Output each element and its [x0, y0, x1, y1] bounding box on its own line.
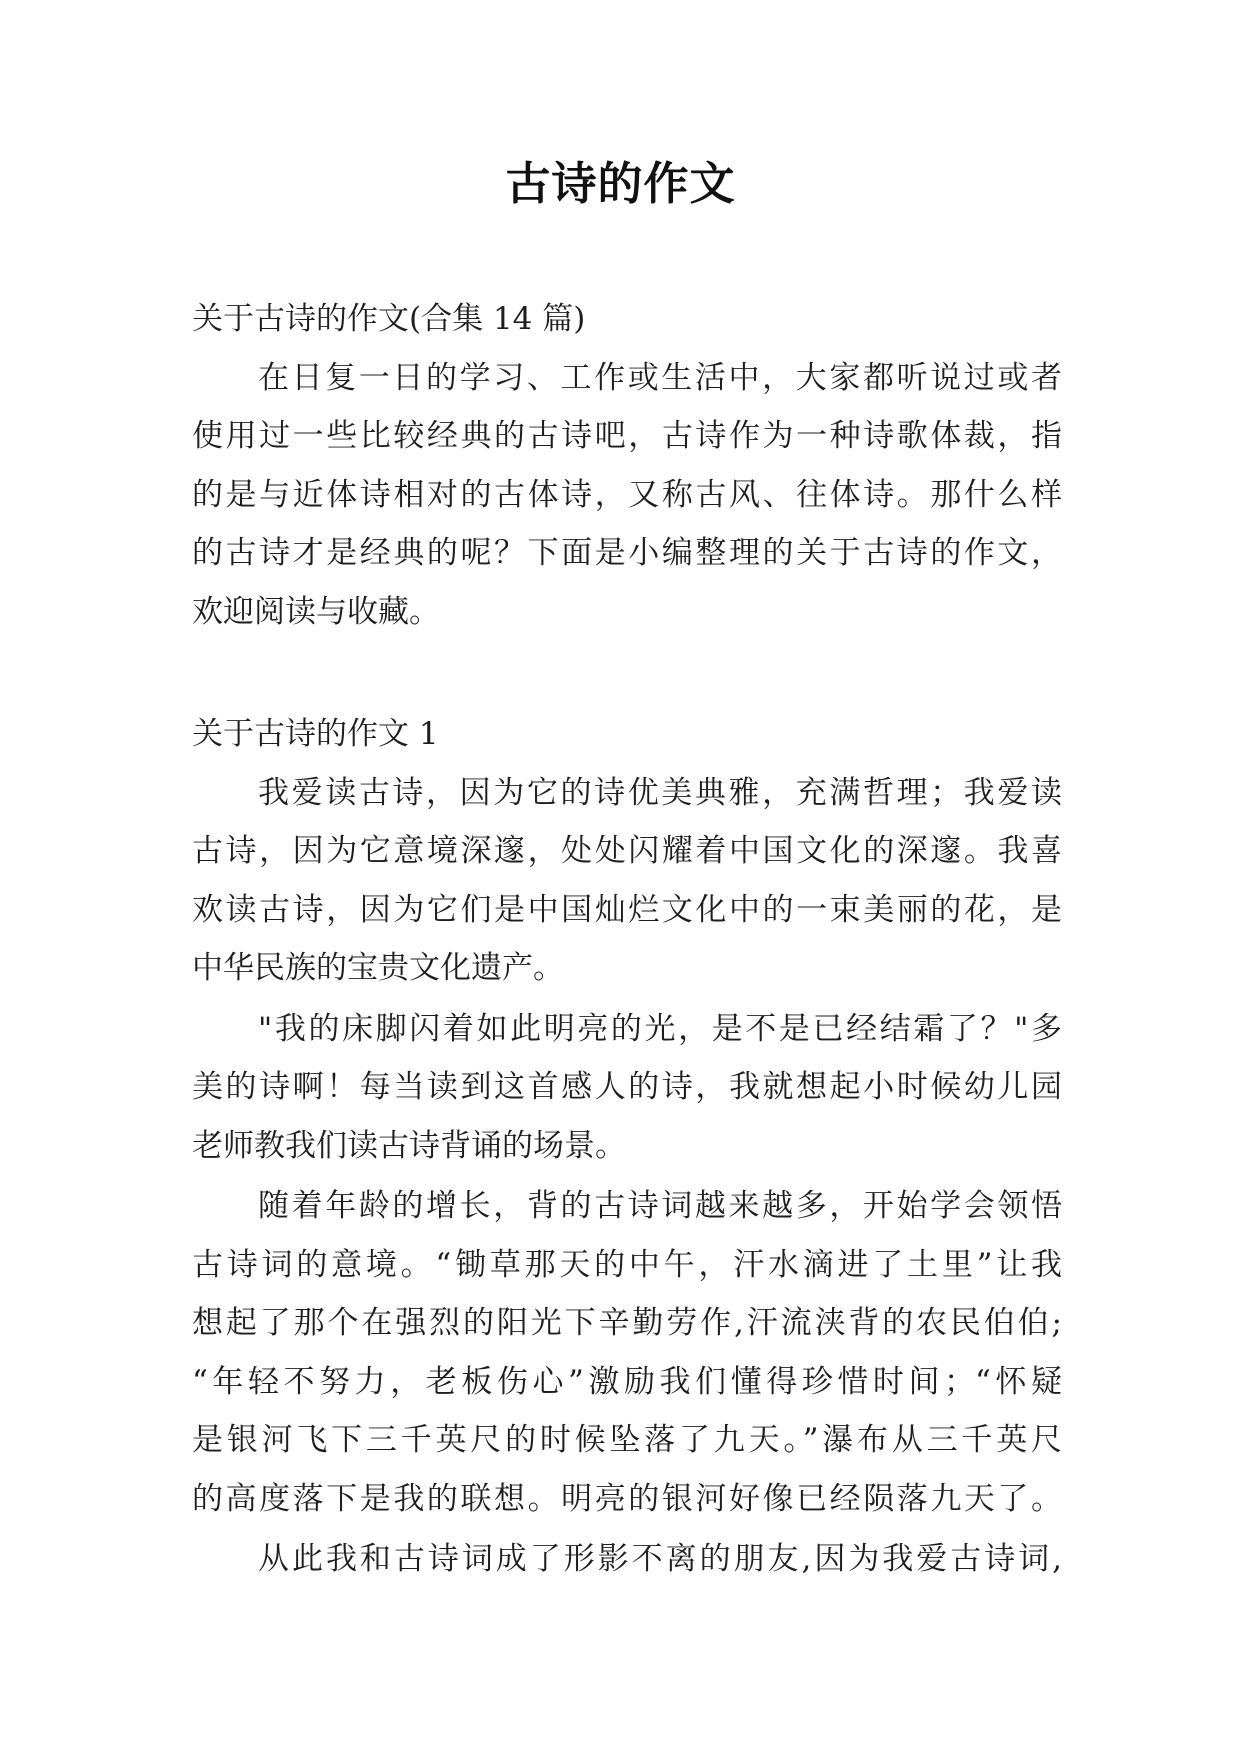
body-paragraph	[192, 764, 1062, 998]
intro-paragraph	[192, 349, 1062, 642]
section-heading: 关于古诗的作文 1	[192, 716, 439, 752]
text-line: 中华民族的宝贵文化遗产。	[192, 950, 564, 986]
spacer	[192, 643, 1062, 705]
text-line: 我爱读古诗，因为它的诗优美典雅，充满哲理；我爱读	[258, 774, 1062, 811]
body-paragraph	[192, 1530, 1062, 1589]
text-line: 的高度落下是我的联想。明亮的银河好像已经陨落九天了。	[192, 1480, 1062, 1517]
text-line: 老师教我们读古诗背诵的场景。	[192, 1127, 626, 1164]
text-line: 的古诗才是经典的呢？下面是小编整理的关于古诗的作文，	[192, 535, 1062, 571]
body-paragraph	[192, 1000, 1062, 1176]
text-line: "我的床脚闪着如此明亮的光，是不是已经结霜了？"多	[258, 1010, 1062, 1047]
text-line: 欢迎阅读与收藏。	[192, 593, 440, 630]
text-line: “年轻不努力，老板伤心”激励我们懂得珍惜时间；“怀疑	[192, 1363, 1062, 1400]
body-paragraph	[192, 1177, 1062, 1528]
text-line: 从此我和古诗词成了形影不离的朋友,因为我爱古诗词,	[258, 1541, 1062, 1577]
text-line: 美的诗啊！每当读到这首感人的诗，我就想起小时候幼儿园	[192, 1069, 1062, 1105]
text-line: 古诗词的意境。“锄草那天的中午，汗水滴进了土里”让我	[192, 1246, 1062, 1283]
text-line: 在日复一日的学习、工作或生活中，大家都听说过或者	[258, 359, 1062, 396]
document-title: 古诗的作文	[505, 157, 736, 210]
document-body	[192, 290, 1062, 1591]
text-line: 是银河飞下三千英尺的时候坠落了九天。”瀑布从三千英尺	[192, 1422, 1062, 1458]
text-line: 古诗，因为它意境深邃，处处闪耀着中国文化的深邃。我喜	[192, 833, 1062, 869]
text-line: 使用过一些比较经典的古诗吧，古诗作为一种诗歌体裁，指	[192, 418, 1062, 454]
text-line: 想起了那个在强烈的阳光下辛勤劳作,汗流浃背的农民伯伯;	[192, 1305, 1062, 1341]
text-line: 随着年龄的增长，背的古诗词越来越多，开始学会领悟	[258, 1188, 1062, 1224]
collection-subtitle: 关于古诗的作文(合集 14 篇)	[192, 301, 586, 337]
text-line: 的是与近体诗相对的古体诗，又称古风、往体诗。那什么样	[192, 476, 1062, 513]
text-line: 欢读古诗，因为它们是中国灿烂文化中的一束美丽的花，是	[192, 891, 1062, 928]
